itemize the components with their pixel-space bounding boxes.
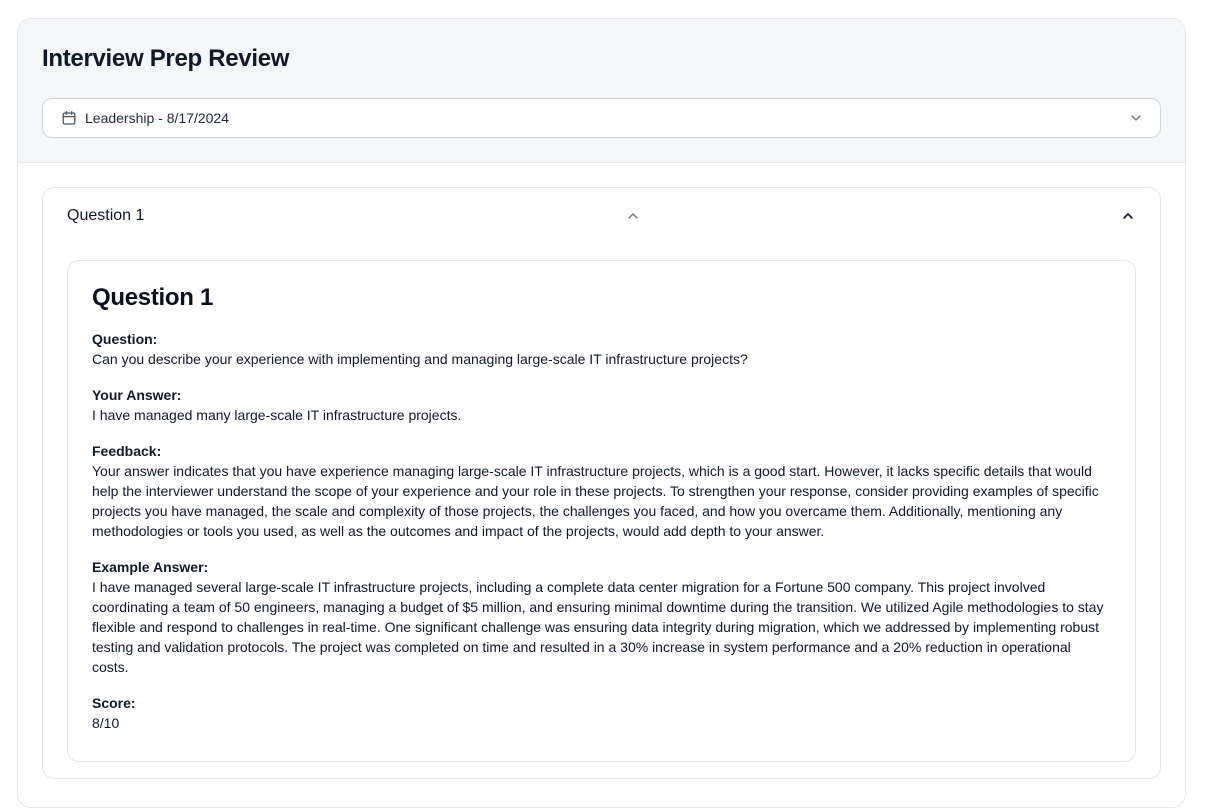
chevron-down-icon bbox=[1128, 110, 1144, 126]
example-answer-label: Example Answer: bbox=[92, 559, 209, 575]
session-select[interactable] bbox=[42, 98, 1161, 138]
answer-field bbox=[92, 385, 1111, 425]
example-answer-field bbox=[92, 557, 1111, 677]
panel-header bbox=[18, 19, 1185, 163]
page-title: Interview Prep Review bbox=[42, 45, 290, 72]
question-text: Can you describe your experience with implementing and managing large-scale IT infrastructure projects? bbox=[92, 351, 748, 367]
accordion-trigger-question-1[interactable] bbox=[43, 188, 1160, 244]
chevron-up-icon[interactable] bbox=[1120, 208, 1136, 224]
feedback-text: Your answer indicates that you have experience managing large-scale IT infrastructure projects, which is a good start. However, it lacks specific details that would help the interviewer understand the scope of your experience and your role in these projects. To strengthen your response, consider providing examples of specific projects you have managed, the scale and complexity of those projects, the challenges you faced, and how you overcame them. Additionally, mentioning any methodologies or tools you used, as well as the outcomes and impact of the projects, would add depth to your answer. bbox=[92, 463, 1099, 539]
accordion-trigger-label: Question 1 bbox=[67, 207, 145, 224]
score-value: 8/10 bbox=[92, 715, 120, 731]
feedback-label: Feedback: bbox=[92, 443, 162, 459]
question-accordion bbox=[42, 187, 1161, 779]
score-label: Score: bbox=[92, 695, 136, 711]
calendar-icon bbox=[61, 110, 77, 126]
answer-label: Your Answer: bbox=[92, 387, 182, 403]
question-card bbox=[67, 260, 1136, 762]
session-select-value: Leadership - 8/17/2024 bbox=[85, 110, 229, 126]
panel-body bbox=[18, 163, 1185, 803]
feedback-field bbox=[92, 441, 1111, 541]
chevron-up-icon[interactable] bbox=[625, 208, 641, 224]
review-panel bbox=[17, 18, 1186, 808]
question-field bbox=[92, 329, 1111, 369]
card-title: Question 1 bbox=[92, 284, 214, 311]
answer-text: I have managed many large-scale IT infrastructure projects. bbox=[92, 407, 462, 423]
example-answer-text: I have managed several large-scale IT infrastructure projects, including a complete data center migration for a Fortune 500 company. This project involved coordinating a team of 50 engineers, managing a budget of $5 million, and ensuring minimal downtime during the transition. We utilized Agile methodologies to stay flexible and respond to challenges in real-time. One significant challenge was ensuring data integrity during migration, which we addressed by implementing robust testing and validation protocols. The project was completed on time and resulted in a 30% increase in system performance and a 20% reduction in operational costs. bbox=[92, 579, 1104, 675]
question-label: Question: bbox=[92, 331, 158, 347]
score-field bbox=[92, 693, 1111, 733]
